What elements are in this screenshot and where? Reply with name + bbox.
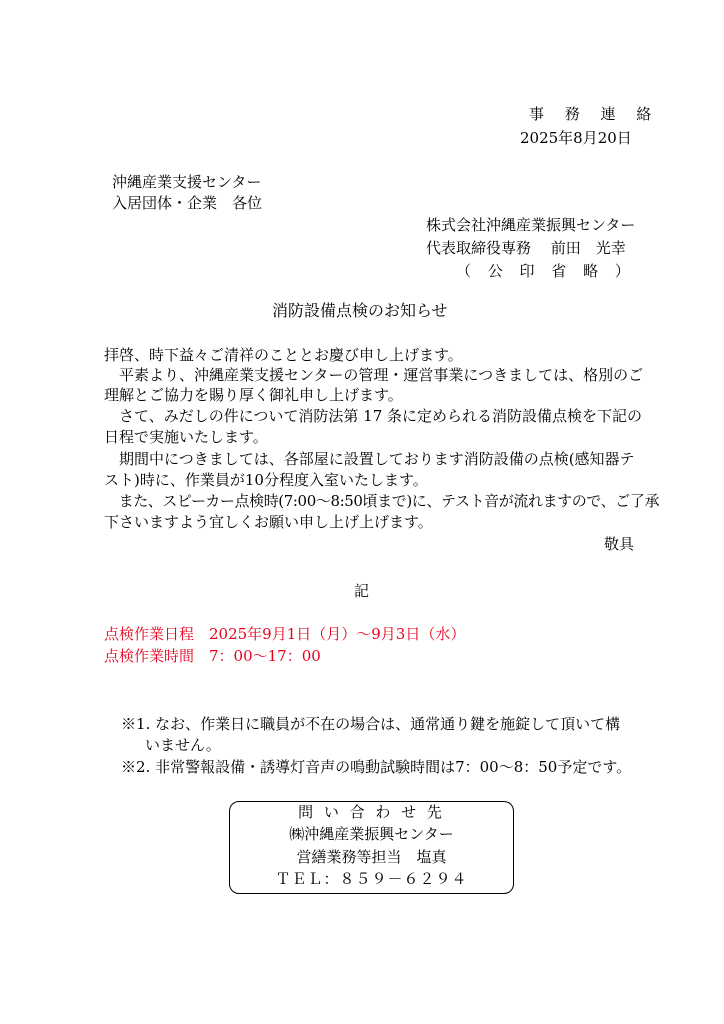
body-line: スト)時に、作業員が10分程度入室いたします。	[104, 471, 428, 489]
recipient-line-2: 入居団体・企業 各位	[112, 194, 263, 212]
contact-phone: ＴＥＬ：８５９－６２９４	[275, 870, 468, 888]
sender-company: 株式会社沖縄産業振興センター	[426, 216, 636, 234]
body-line: さて、みだしの件について消防法第 17 条に定められる消防設備点検を下記の	[104, 407, 643, 425]
body-line: 平素より、沖縄産業支援センターの管理・運営事業につきましては、格別のご	[104, 366, 644, 384]
contact-organization: ㈱沖縄産業振興センター	[289, 825, 454, 843]
recipient-line-1: 沖縄産業支援センター	[112, 173, 262, 191]
closing-keigu: 敬具	[604, 535, 635, 553]
body-line: 日程で実施いたします。	[104, 428, 268, 446]
contact-person: 営繕業務等担当 塩真	[296, 848, 447, 866]
sender-representative: 代表取締役専務 前田 光幸	[426, 239, 626, 257]
seal-omitted-note: （ 公 印 省 略 ）	[456, 262, 636, 280]
schedule-time: 点検作業時間 7：00～17：00	[104, 647, 321, 665]
note-1-line-2: いません。	[145, 736, 221, 754]
body-line: 拝啓、時下益々ご清祥のこととお慶び申し上げます。	[104, 346, 463, 364]
body-line: また、スピーカー点検時(7:00～8:50頃まで)に、テスト音が流れますので、ご了承	[104, 492, 660, 510]
page-title: 消防設備点検のお知らせ	[272, 301, 448, 320]
body-line: 理解とご協力を賜り厚く御礼申し上げます。	[104, 386, 403, 404]
contact-heading: 問 い 合 わ せ 先	[298, 803, 445, 821]
ki-heading: 記	[354, 582, 370, 600]
document-type: 事 務 連 絡	[529, 105, 660, 123]
body-line: 期間中につきましては、各部屋に設置しております消防設備の点検(感知器テ	[104, 450, 635, 468]
body-line: 下さいますよう宜しくお願い申し上げ上げます。	[104, 513, 433, 531]
schedule-date: 点検作業日程 2025年9月1日（月）～9月3日（水）	[104, 625, 466, 643]
document-date: 2025年8月20日	[520, 129, 632, 147]
note-2: ※2. 非常警報設備・誘導灯音声の鳴動試験時間は7：00～8：50予定です。	[121, 758, 632, 776]
contact-box	[229, 801, 514, 894]
note-1-line-1: ※1. なお、作業日に職員が不在の場合は、通常通り鍵を施錠して頂いて構	[121, 715, 621, 733]
